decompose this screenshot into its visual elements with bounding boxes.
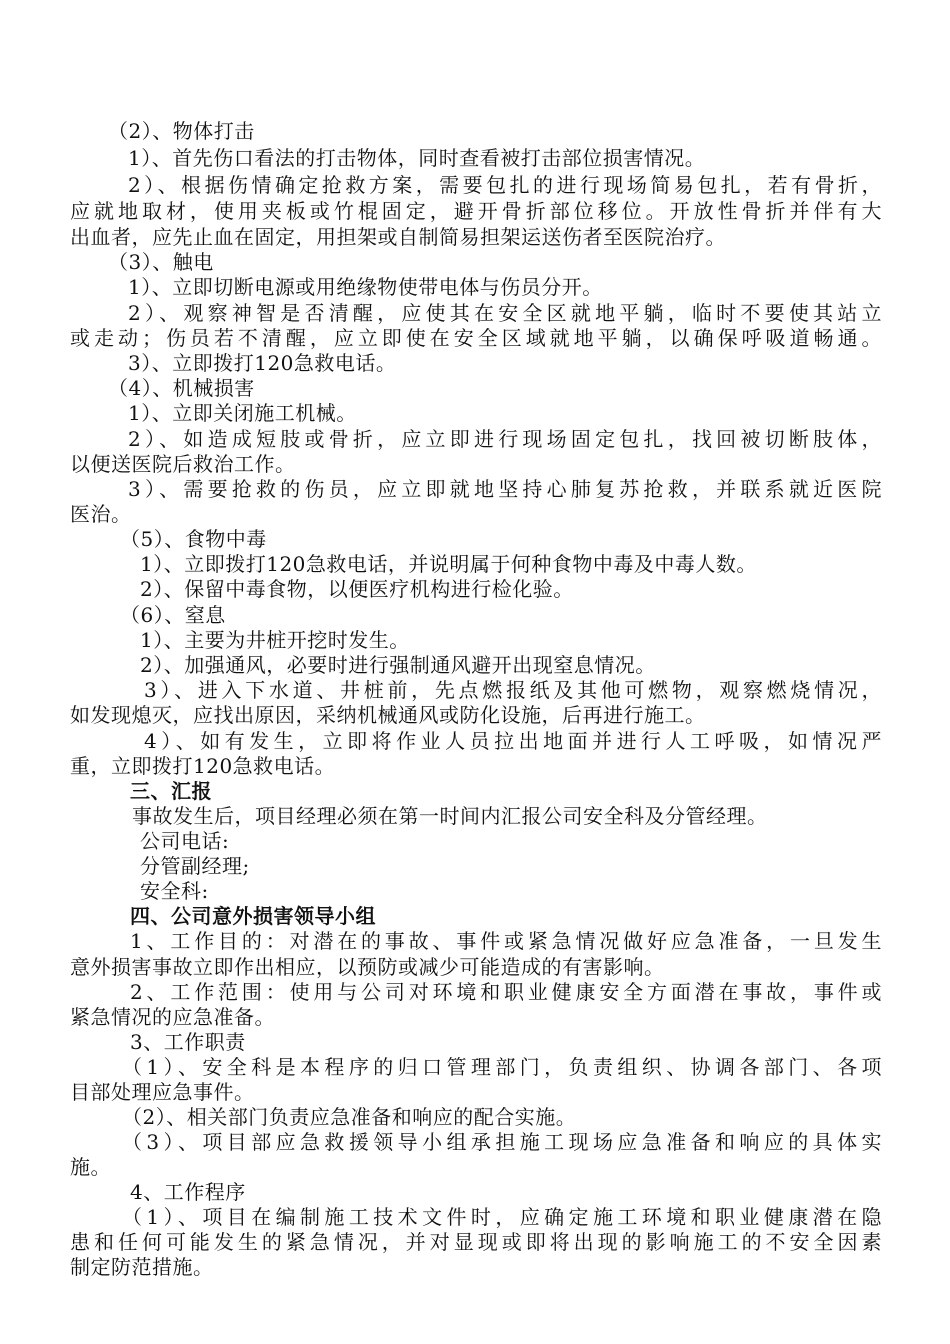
text-line: 出血者，应先止血在固定，用担架或自制简易担架运送伤者至医院治疗。 [70, 225, 726, 249]
text-line: （3）、项目部应急救援领导小组承担施工现场应急准备和响应的具体实 [122, 1130, 882, 1154]
text-line: 制定防范措施。 [70, 1255, 214, 1279]
text-line: 或走动；伤员若不清醒，应立即使在安全区域就地平躺，以确保呼吸道畅通。 [70, 326, 882, 350]
text-line: 1）、立即关闭施工机械。 [128, 401, 357, 425]
text-line: 事故发生后，项目经理必须在第一时间内汇报公司安全科及分管经理。 [132, 804, 768, 828]
text-line: 2）、观察神智是否清醒，应使其在安全区就地平躺，临时不要使其站立 [128, 301, 882, 325]
text-line: 2）、保留中毒食物，以便医疗机构进行检化验。 [140, 577, 574, 601]
text-line: 如发现熄灭，应找出原因，采纳机械通风或防化设施，后再进行施工。 [70, 703, 706, 727]
text-line: （1）、项目在编制施工技术文件时，应确定施工环境和职业健康潜在隐 [122, 1205, 882, 1229]
company-phone-label: 公司电话: [140, 829, 230, 853]
text-line: （2）、相关部门负责应急准备和响应的配合实施。 [122, 1105, 577, 1129]
section-heading-report: 三、汇报 [130, 779, 212, 803]
subheading-procedure: 4、工作程序 [130, 1180, 246, 1204]
section-heading-leadership-group: 四、公司意外损害领导小组 [130, 904, 376, 928]
text-line: 1、工作目的：对潜在的事故、事件或紧急情况做好应急准备，一旦发生 [130, 929, 882, 953]
text-line: 应就地取材，使用夹板或竹棍固定，避开骨折部位移位。开放性骨折并伴有大 [70, 199, 882, 223]
subheading-food-poisoning: （5）、食物中毒 [120, 527, 267, 551]
text-line: 患和任何可能发生的紧急情况，并对显现或即将出现的影响施工的不安全因素 [70, 1230, 882, 1254]
text-line: （1）、安全科是本程序的归口管理部门，负责组织、协调各部门、各项 [122, 1055, 882, 1079]
deputy-manager-label: 分管副经理; [140, 854, 250, 878]
text-line: 2、工作范围：使用与公司对环境和职业健康安全方面潜在事故，事件或 [130, 980, 882, 1004]
text-line: 4）、如有发生，立即将作业人员拉出地面并进行人工呼吸，如情况严 [144, 729, 882, 753]
text-line: 重，立即拨打120急救电话。 [70, 754, 336, 778]
text-line: 1）、立即拨打120急救电话，并说明属于何种食物中毒及中毒人数。 [140, 552, 757, 576]
text-line: 1）、首先伤口看法的打击物体，同时查看被打击部位损害情况。 [128, 146, 706, 170]
text-line: 2）、根据伤情确定抢救方案，需要包扎的进行现场简易包扎，若有骨折， [128, 173, 882, 197]
text-line: 3）、需要抢救的伤员，应立即就地坚持心肺复苏抢救，并联系就近医院 [128, 477, 882, 501]
text-line: 1）、主要为井桩开挖时发生。 [140, 628, 410, 652]
text-line: 3）、立即拨打120急救电话。 [128, 351, 397, 375]
subheading-object-strike: （2）、物体打击 [108, 119, 255, 143]
text-line: 医治。 [70, 502, 132, 526]
safety-dept-label: 安全科: [140, 879, 209, 903]
subheading-electric-shock: （3）、触电 [108, 250, 214, 274]
text-line: 意外损害事故立即作出相应，以预防或减少可能造成的有害影响。 [70, 955, 665, 979]
text-line: 紧急情况的应急准备。 [70, 1005, 275, 1029]
text-line: 施。 [70, 1155, 111, 1179]
subheading-duties: 3、工作职责 [130, 1030, 246, 1054]
subheading-mechanical-injury: （4）、机械损害 [108, 376, 255, 400]
subheading-suffocation: （6）、窒息 [120, 603, 226, 627]
text-line: 1）、立即切断电源或用绝缘物使带电体与伤员分开。 [128, 275, 603, 299]
text-line: 3）、进入下水道、井桩前，先点燃报纸及其他可燃物，观察燃烧情况， [144, 678, 882, 702]
text-line: 2）、加强通风，必要时进行强制通风避开出现窒息情况。 [140, 653, 656, 677]
text-line: 2）、如造成短肢或骨折，应立即进行现场固定包扎，找回被切断肢体， [128, 427, 882, 451]
text-line: 目部处理应急事件。 [70, 1080, 255, 1104]
text-line: 以便送医院后救治工作。 [70, 452, 296, 476]
